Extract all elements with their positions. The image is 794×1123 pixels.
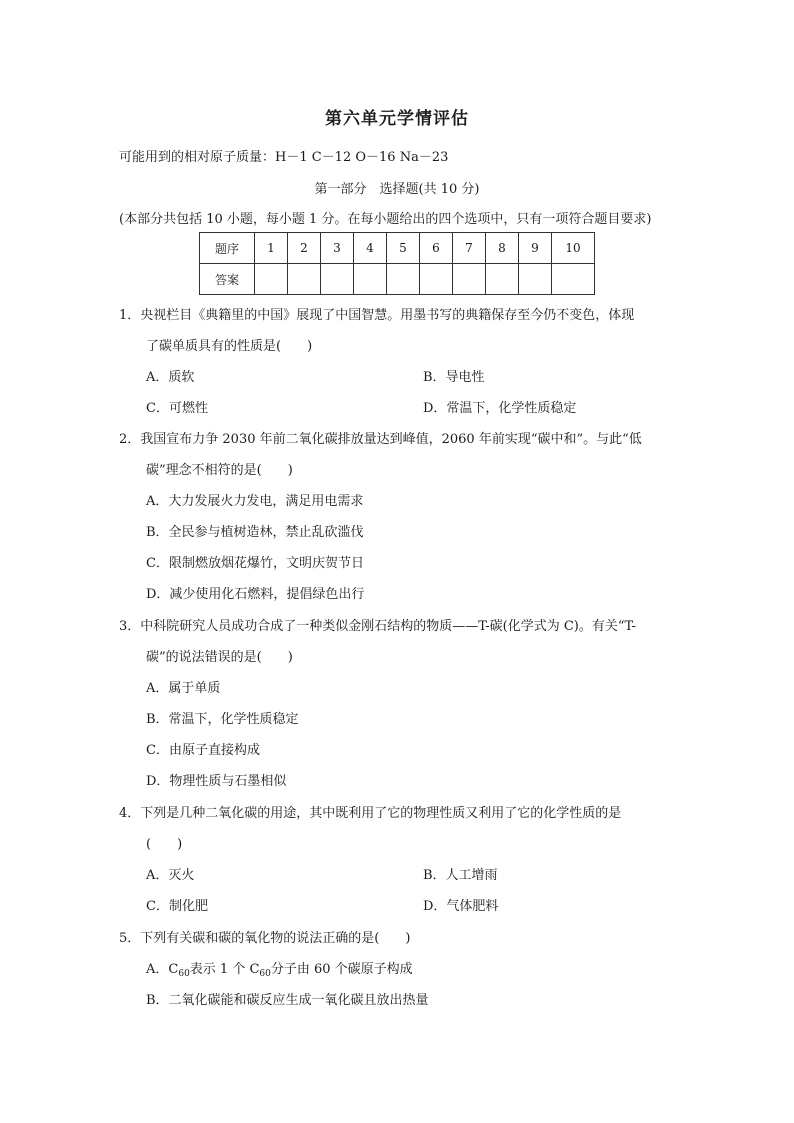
answer-table-number: 2 [288,233,321,264]
question-2-option-c: C．限制燃放烟花爆竹，文明庆贺节日 [146,556,364,571]
question-2-option-a: A．大力发展火力发电，满足用电需求 [146,494,364,509]
question-4-stem-cont: ( ) [146,837,183,852]
question-2-option-b: B．全民参与植树造林，禁止乱砍滥伐 [146,525,364,540]
answer-table-number: 10 [552,233,595,264]
question-1-option-c: C．可燃性 [146,401,208,416]
answer-table-answer-row [200,264,595,295]
answer-cell[interactable] [354,264,387,295]
answer-table-number: 1 [255,233,288,264]
answer-cell[interactable] [519,264,552,295]
question-5-option-b: B．二氧化碳能和碳反应生成一氧化碳且放出热量 [146,993,429,1008]
section-note: (本部分共包括 10 小题，每小题 1 分。在每小题给出的四个选项中，只有一项符合题目要求) [119,212,652,227]
question-1-option-b: B．导电性 [423,370,485,385]
answer-cell[interactable] [387,264,420,295]
answer-table-number: 7 [453,233,486,264]
answer-table-number: 8 [486,233,519,264]
answer-table [199,232,595,295]
question-3-stem-cont: 碳”的说法错误的是( ) [146,650,293,665]
question-2-option-d: D．减少使用化石燃料，提倡绿色出行 [146,587,365,602]
question-4-stem: 4．下列是几种二氧化碳的用途，其中既利用了它的物理性质又利用了它的化学性质的是 [119,806,622,821]
question-1-stem-cont: 了碳单质具有的性质是( ) [146,339,313,354]
answer-table-number: 5 [387,233,420,264]
question-2-stem: 2．我国宣布力争 2030 年前二氧化碳排放量达到峰值，2060 年前实现“碳中和”。与此“低 [119,432,642,447]
atomic-masses: 可能用到的相对原子质量：H－1 C－12 O－16 Na－23 [119,150,449,165]
answer-cell[interactable] [486,264,519,295]
question-3-option-c: C．由原子直接构成 [146,743,260,758]
question-2-stem-cont: 碳”理念不相符的是( ) [146,463,293,478]
answer-table-number: 6 [420,233,453,264]
answer-cell[interactable] [552,264,595,295]
question-3-stem: 3．中科院研究人员成功合成了一种类似金刚石结构的物质——T-碳(化学式为 C)。有关“T- [119,619,636,634]
question-4-option-a: A．灭火 [146,868,195,883]
answer-table-number: 4 [354,233,387,264]
section-title: 第一部分 选择题(共 10 分) [314,182,480,197]
question-3-option-b: B．常温下，化学性质稳定 [146,712,299,727]
answer-table-number: 3 [321,233,354,264]
question-1-stem: 1．央视栏目《典籍里的中国》展现了中国智慧。用墨书写的典籍保存至今仍不变色，体现 [119,308,635,323]
answer-cell[interactable] [453,264,486,295]
question-4-option-c: C．制化肥 [146,899,208,914]
answer-table-number: 9 [519,233,552,264]
question-5-option-a: A．$C_{60}$表示 1 个 $C_{60}$分子由 60 个碳原子构成 [146,962,413,979]
question-1-option-d: D．常温下，化学性质稳定 [423,401,577,416]
answer-cell[interactable] [255,264,288,295]
answer-cell[interactable] [288,264,321,295]
question-3-option-a: A．属于单质 [146,681,221,696]
answer-table-header-row [200,233,595,264]
question-5-stem: 5．下列有关碳和碳的氧化物的说法正确的是( ) [119,931,411,946]
page-title: 第六单元学情评估 [325,109,469,129]
question-3-option-d: D．物理性质与石墨相似 [146,774,287,789]
answer-table-row-label: 答案 [200,264,255,295]
answer-cell[interactable] [321,264,354,295]
question-1-option-a: A．质软 [146,370,195,385]
answer-cell[interactable] [420,264,453,295]
question-4-option-b: B．人工增雨 [423,868,498,883]
answer-table-row-label: 题序 [200,233,255,264]
question-4-option-d: D．气体肥料 [423,899,499,914]
